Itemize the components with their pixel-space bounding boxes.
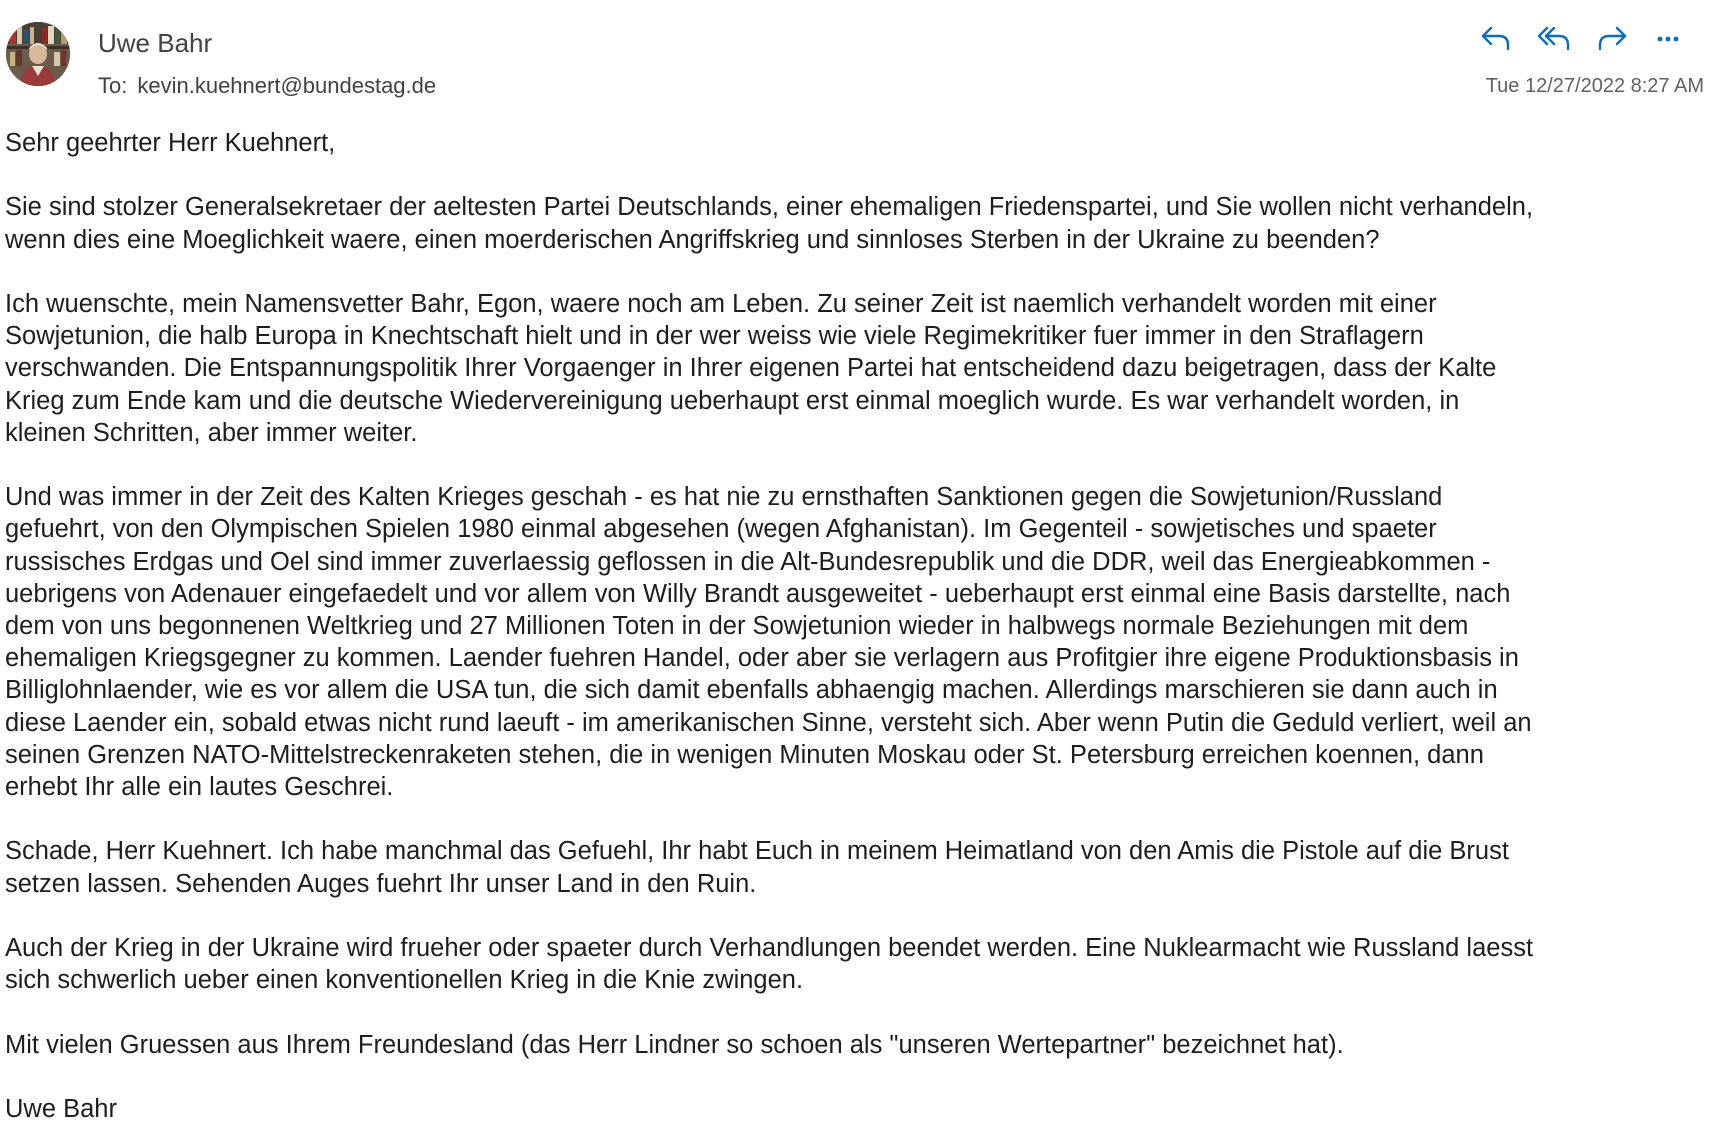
message-actions <box>1474 18 1714 58</box>
reply-icon <box>1479 23 1513 53</box>
sender-name[interactable]: Uwe Bahr <box>98 28 213 58</box>
body-paragraph: Und was immer in der Zeit des Kalten Krieges geschah - es hat nie zu ernsthaften Sanktionen gegen die Sowjetunion/Russland gefuehrt, von den Olympischen Spielen 1980 einmal abgesehen (wegen Afghanistan). Im Gegenteil - sowjetisches und spaeter russisches Erdgas und Oel sind immer zuverlaessig geflossen in die Alt-Bundesrepublik und die DDR, weil das Energieabkommen - uebrigens von Adenauer eingefaedelt und vor allem von Willy Brandt ausgeweitet - ueberhaupt erst einmal eine Basis darstellte, nach dem von uns begonnenen Weltkrieg und 27 Millionen Toten in der Sowjetunion wieder in halbwegs normale Beziehungen mit dem ehemaligen Kriegsgegner zu kommen. Laender fuehren Handel, oder aber sie verlagern aus Profitgier ihre eigene Produktionsbasis in Billiglohnlaender, wie es vor allem die USA tun, die sich damit ebenfalls abhaengig machen. Allerdings marschieren sie dann auch in diese Laender ein, sobald etwas nicht rund laeuft - im amerikanischen Sinne, versteht sich. Aber wenn Putin die Geduld verliert, weil an seinen Grenzen NATO-Mittelstreckenraketen stehen, die in wenigen Minuten Moskau oder St. Petersburg erreichen koennen, dann erhebt Ihr alle ein lautes Geschrei. <box>5 483 1532 802</box>
avatar-photo-icon <box>6 22 70 86</box>
email-header <box>0 0 1726 110</box>
body-paragraph: Auch der Krieg in der Ukraine wird frueher oder spaeter durch Verhandlungen beendet werden. Eine Nuklearmacht wie Russland laesst sich schwerlich ueber einen konventionellen Krieg in die Knie zwingen. <box>5 934 1534 995</box>
forward-icon <box>1595 23 1629 53</box>
reply-all-button[interactable] <box>1532 18 1576 58</box>
body-paragraph: Sie sind stolzer Generalsekretaer der aeltesten Partei Deutschlands, einer ehemaligen Friedenspartei, und Sie wollen nicht verhandeln, wenn dies eine Moeglichkeit waere, einen moerderischen Angriffskrieg und sinnloses Sterben in der Ukraine zu beenden? <box>5 193 1534 254</box>
greeting: Sehr geehrter Herr Kuehnert, <box>5 129 336 157</box>
body-paragraph: Mit vielen Gruessen aus Ihrem Freundesland (das Herr Lindner so schoen als "unseren Wertepartner" bezeichnet hat). <box>5 1030 1344 1059</box>
reply-all-icon <box>1537 23 1571 53</box>
signature: Uwe Bahr <box>5 1094 117 1123</box>
more-icon <box>1651 23 1685 53</box>
body-paragraph: Ich wuenschte, mein Namensvetter Bahr, Egon, waere noch am Leben. Zu seiner Zeit ist naemlich verhandelt worden mit einer Sowjetunion, die halb Europa in Knechtschaft hielt und in der wer weiss wie viele Regimekritiker fuer immer in den Straflagern verschwanden. Die Entspannungspolitik Ihrer Vorgaenger in Ihrer eigenen Partei hat entscheidend dazu beigetragen, dass der Kalte Krieg zum Ende kam und die deutsche Wiedervereinigung ueberhaupt erst einmal moeglich wurde. Es war verhandelt worden, in kleinen Schritten, aber immer weiter. <box>5 289 1497 447</box>
message-timestamp: Tue 12/27/2022 8:27 AM <box>1485 75 1704 97</box>
reply-button[interactable] <box>1474 18 1518 58</box>
sender-avatar[interactable] <box>6 22 70 86</box>
recipient-line <box>98 73 436 99</box>
to-label: To: <box>98 73 128 98</box>
email-body <box>5 127 1717 1125</box>
body-paragraph: Schade, Herr Kuehnert. Ich habe manchmal das Gefuehl, Ihr habt Euch in meinem Heimatland von den Amis die Pistole auf die Brust setzen lassen. Sehenden Auges fuehrt Ihr unser Land in den Ruin. <box>5 837 1509 898</box>
forward-button[interactable] <box>1590 18 1634 58</box>
more-actions-button[interactable] <box>1646 18 1690 58</box>
recipient-address[interactable]: kevin.kuehnert@bundestag.de <box>137 73 437 98</box>
